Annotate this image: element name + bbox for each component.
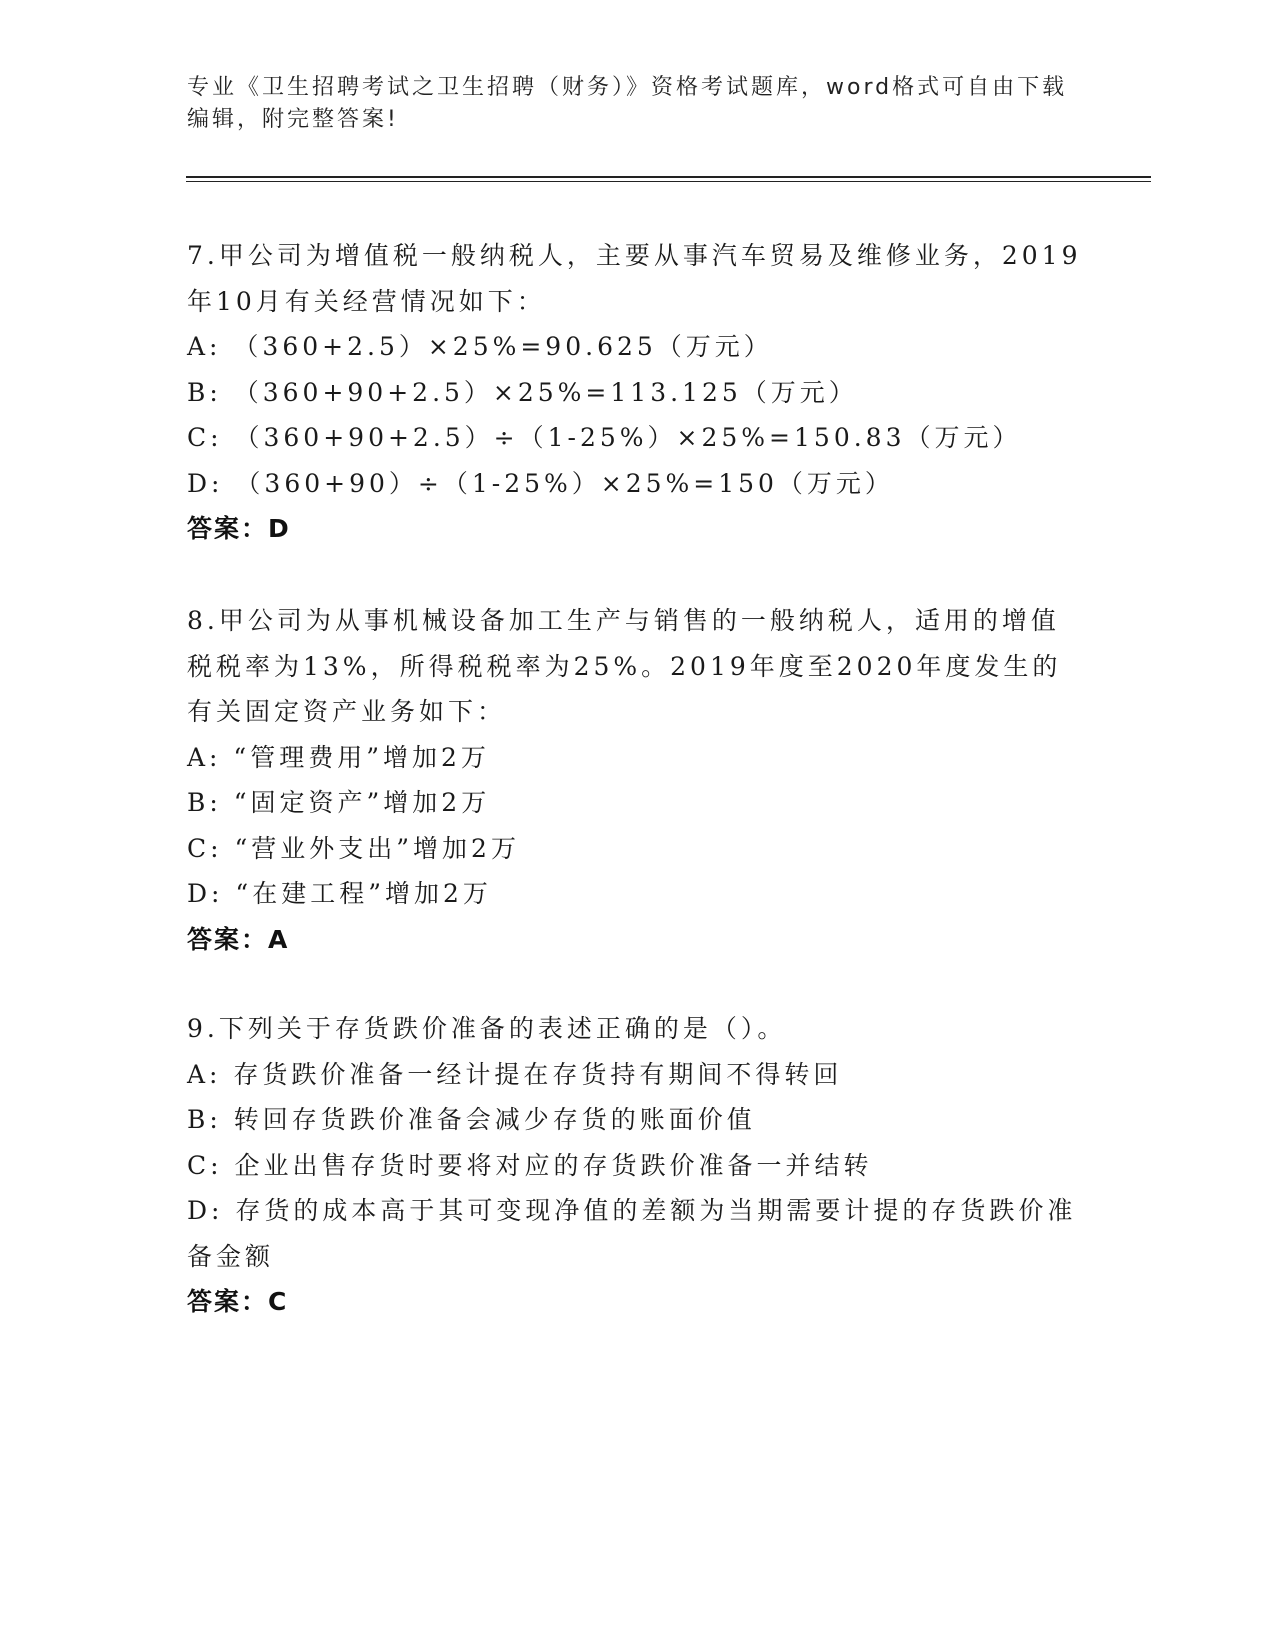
option-c: C: “营业外支出”增加2万 [187,833,520,863]
option-c: C: （360+90+2.5）÷（1-25%）×25%=150.83（万元） [187,423,1022,452]
option-d: D: 存货的成本高于其可变现净值的差额为当期需要计提的存货跌价准备金额 [187,1196,1077,1271]
answer-line: 答案：D [187,514,291,543]
question-stem: 8.甲公司为从事机械设备加工生产与销售的一般纳税人，适用的增值税税率为13%，所得税税率为25%。2019年度至2020年度发生的有关固定资产业务如下： [187,606,1062,726]
option-a: A: “管理费用”增加2万 [187,742,490,772]
option-b: B: “固定资产”增加2万 [187,788,491,817]
answer-line: 答案：C [187,1287,289,1316]
question-9 [187,1006,1087,1325]
option-a: A: （360+2.5）×25%=90.625（万元） [187,332,773,361]
page-header: 专业《卫生招聘考试之卫生招聘（财务）》资格考试题库，word格式可自由下载编辑，附完整答案! [187,75,1068,132]
option-c: C: 企业出售存货时要将对应的存货跌价准备一并结转 [187,1150,873,1180]
question-stem: 9.下列关于存货跌价准备的表述正确的是（）。 [187,1014,787,1043]
option-d: D: “在建工程”增加2万 [187,879,492,908]
option-d: D: （360+90）÷（1-25%）×25%=150（万元） [187,468,894,498]
header-divider [186,176,1151,182]
option-b: B: （360+90+2.5）×25%=113.125（万元） [187,377,858,407]
question-8 [187,598,1087,962]
question-stem: 7.甲公司为增值税一般纳税人，主要从事汽车贸易及维修业务，2019年10月有关经营情况如下： [187,241,1082,316]
option-b: B: 转回存货跌价准备会减少存货的账面价值 [187,1105,756,1134]
option-a: A: 存货跌价准备一经计提在存货持有期间不得转回 [187,1059,843,1089]
answer-line: 答案：A [187,924,290,954]
question-7 [187,233,1087,552]
